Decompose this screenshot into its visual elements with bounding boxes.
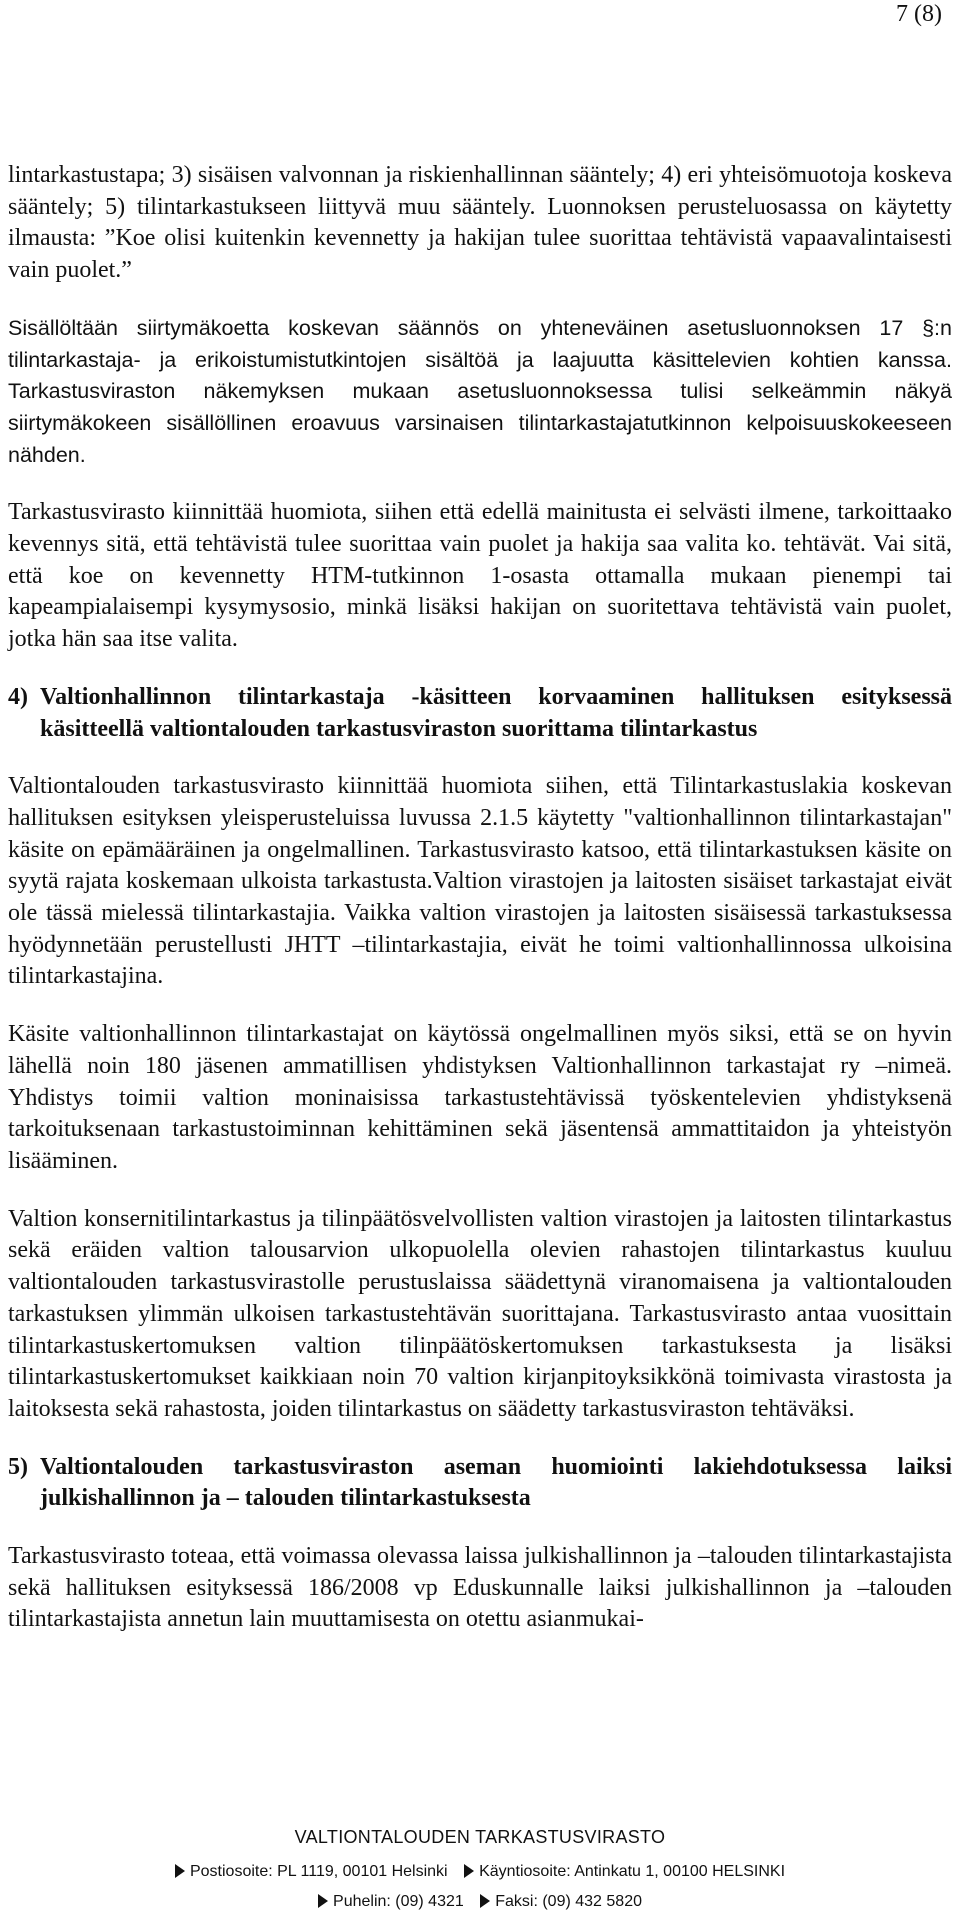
footer-phone [318,1892,464,1912]
paragraph-3: Tarkastusvirasto kiinnittää huomiota, siihen että edellä mainitusta ei selvästi ilmene, tarkoittaako kevennys sitä, että tehtävistä tulee suorittaa vain puolet ja hakija saa valita ko. tehtävät. Vai sitä, että koe on kevennetty HTM-tutkinnon 1-osasta ottamalla mukaan pienempi tai kapeampialaisempi kysymysosio, minkä lisäksi hakijan on suoritettava tehtävistä vain puolet, jotka hän saa itse valita. [8,499,952,653]
paragraph-5: Käsite valtionhallinnon tilintarkastajat on käytössä ongelmallinen myös siksi, että se on hyvin lähellä noin 180 jäsenen ammatillisen yhdistyksen Valtionhallinnon tarkastajat ry –nimeä. Yhdistys toimii valtion moninaisissa tarkastustehtävissä työskentelevien yhdistyksenä tarkoituksenaan tarkastustoiminnan kehittäminen sekä jäsentensä ammattitaidon ja yhteistyön lisääminen. [8,1021,952,1174]
arrow-right-icon [480,1894,490,1908]
footer-visiting [464,1862,785,1882]
page-number: 7 (8) [896,1,942,27]
paragraph-2: Sisällöltään siirtymäkoetta koskevan säännös on yhteneväinen asetusluonnoksen 17 §:n tilintarkastaja- ja erikoistumistutkintojen sisältöä ja laajuutta käsittelevien kohtien kanssa. Tarkastusviraston näkemyksen mukaan asetusluonnoksessa tulisi selkeämmin näkyä siirtymäkokeen sisällöllinen eroavuus varsinaisen tilintarkastajatutkinnon kelpoisuuskokeeseen nähden. [8,315,952,467]
arrow-right-icon [318,1894,328,1908]
arrow-right-icon [175,1864,185,1878]
paragraph-4: Valtiontalouden tarkastusvirasto kiinnittää huomiota siihen, että Tilintarkastuslakia koskevan hallituksen esityksen yleisperusteluissa luvussa 2.1.5 käytetty "valtionhallinnon tilintarkastajan" käsite on epämääräinen ja ongelmallinen. Tarkastusvirasto katsoo, että tilintarkastuksen käsite on syytä rajata koskemaan ulkoista tarkastusta.Valtion virastojen ja laitosten sisäiset tarkastajat eivät ole tässä mielessä tilintarkastajia. Vaikka valtion virastojen ja laitosten sisäisessä tarkastuksessa hyödynnetään perustellusti JHTT –tilintarkastajia, eivät he toimi valtionhallinnossa ulkoisina tilintarkastajina. [8,773,952,990]
footer-visiting-text: Käyntiosoite: Antinkatu 1, 00100 HELSINKI [479,1863,786,1880]
footer-contact-row [0,1892,960,1912]
paragraph-6: Valtion konsernitilintarkastus ja tilinpäätösvelvollisten valtion virastojen ja laitosten tilintarkastus sekä eräiden valtion talousarvion ulkopuolella olevien rahastojen tilintarkastus kuuluu valtiontalouden tarkastusvirastolle perustuslaissa säädettynä viranomaisena ja valtiontalouden tarkastuksen ylimmän ulkoisen tarkastustehtävän suorittajana. Tarkastusvirasto antaa vuosittain tilintarkastuskertomuksen valtion tilinpäätöskertomuksen tarkastuksesta ja lisäksi tilintarkastuskertomukset kaikkiaan noin 70 valtion kirjanpitoyksikkönä toimivasta virastosta ja laitoksesta sekä rahastosta, joiden tilintarkastus on säädetty tarkastusviraston tehtäväksi. [8,1205,952,1422]
paragraph-1: lintarkastustapa; 3) sisäisen valvonnan ja riskienhallinnan sääntely; 4) eri yhteisömuotoja koskeva sääntely; 5) tilintarkastukseen liittyvä muu sääntely. Luonnoksen perusteluosassa on käytetty ilmausta: ”Koe olisi kuitenkin kevennetty ja hakijan tulee suorittaa tehtävistä vapaavalintaisesti vain puolet.” [8,162,952,284]
paragraph-7: Tarkastusvirasto toteaa, että voimassa olevassa laissa julkishallinnon ja –talouden tilintarkastajista sekä hallituksen esityksessä 186/2008 vp Eduskunnalle laiksi julkishallinnon ja –talouden tilintarkastajista annetun lain muuttamisesta on otettu asianmukai- [8,1543,952,1633]
footer-phone-text: Puhelin: (09) 4321 [333,1893,464,1910]
footer-fax-text: Faksi: (09) 432 5820 [495,1893,642,1910]
document-body [8,160,952,1636]
footer-postal-text: Postiosoite: PL 1119, 00101 Helsinki [189,1863,448,1880]
section-title: Valtionhallinnon tilintarkastaja -käsitteen korvaaminen hallituksen esityksessä käsitteellä valtiontalouden tarkastusviraston suorittama tilintarkastus [40,683,952,742]
footer-address-row [0,1862,960,1882]
footer-organization: VALTIONTALOUDEN TARKASTUSVIRASTO [294,1827,666,1847]
footer-postal [175,1862,448,1882]
footer-fax [480,1892,642,1912]
section-heading-4 [8,682,952,745]
section-number: 5) [8,1453,28,1480]
arrow-right-icon [464,1864,474,1878]
section-heading-5 [8,1452,952,1515]
section-number: 4) [8,683,28,710]
section-title: Valtiontalouden tarkastusviraston aseman huomiointi lakiehdotuksessa laiksi julkishallinnon ja – talouden tilintarkastuksesta [40,1453,952,1512]
